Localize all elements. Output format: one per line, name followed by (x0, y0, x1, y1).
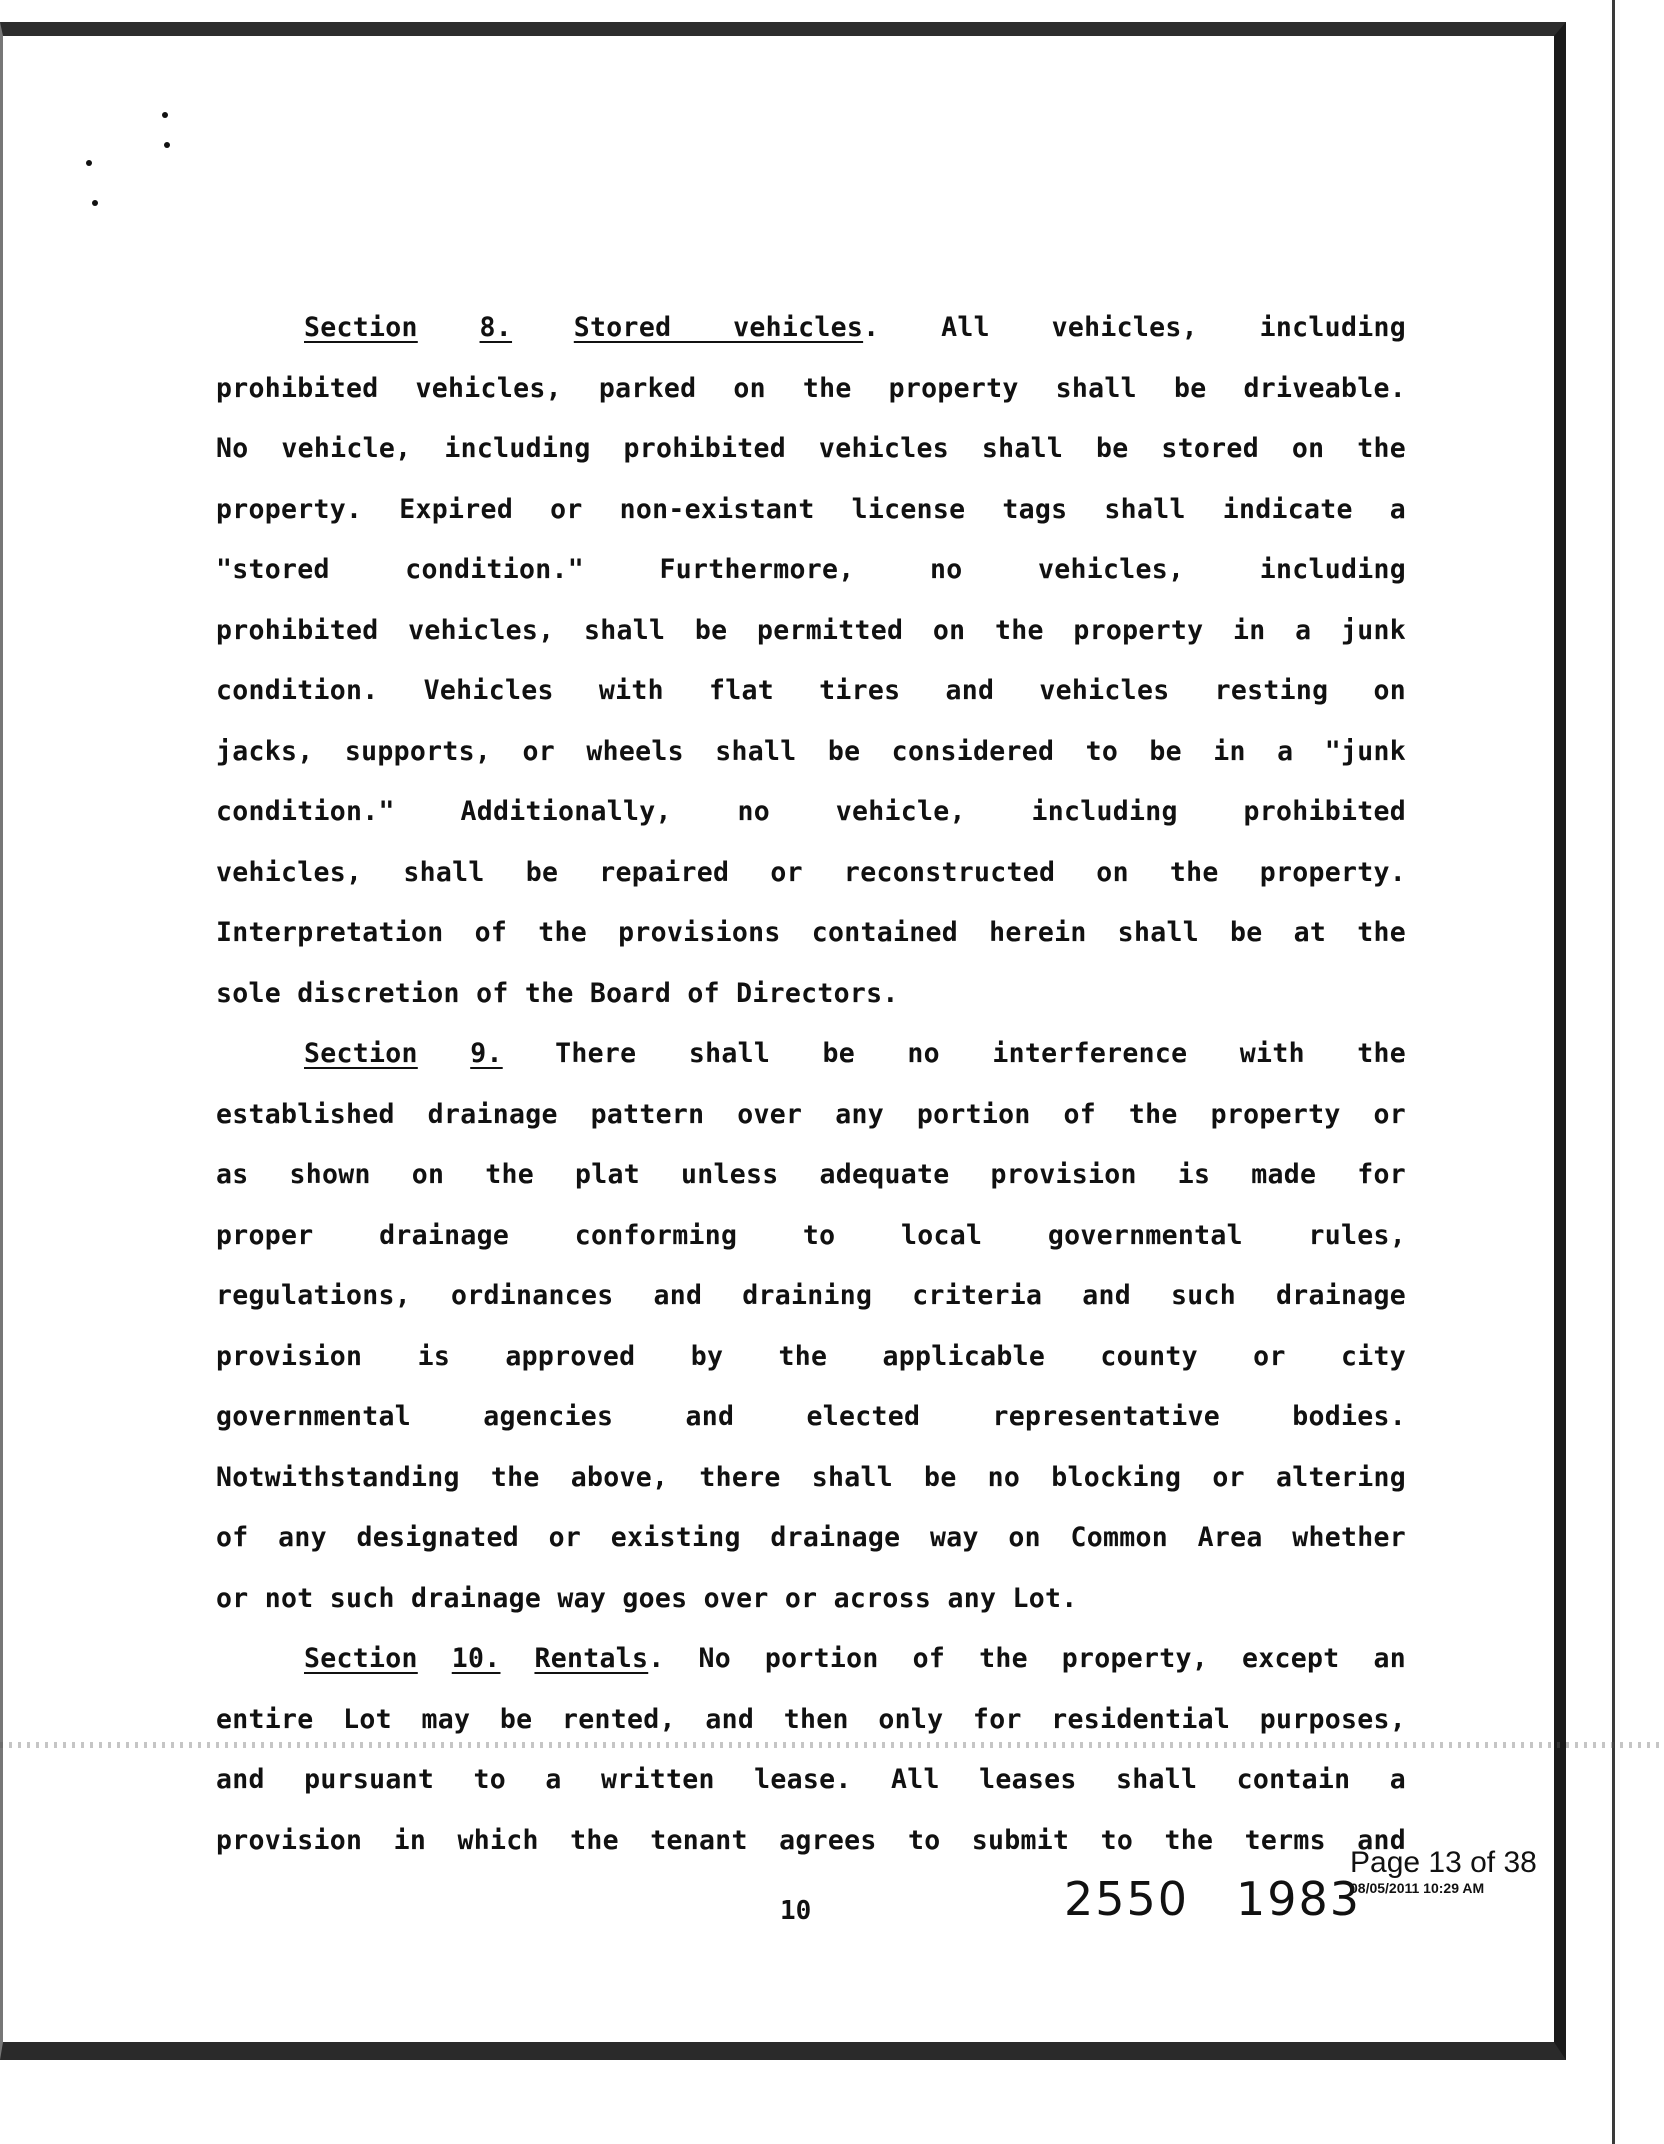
section-text: There shall be no interference with the (555, 1038, 1406, 1069)
body-text-line: provision is approved by the applicable county or city (216, 1340, 1406, 1372)
body-text-line: established drainage pattern over any portion of the property or (216, 1098, 1406, 1130)
section-heading-line (216, 1629, 1406, 1690)
scan-speck (92, 200, 98, 206)
body-text-line: and pursuant to a written lease. All leases shall contain a (216, 1764, 1406, 1795)
body-text-line: "stored condition." Furthermore, no vehicles, including (216, 554, 1406, 585)
body-text-line: of any designated or existing drainage way on Common Area whether (216, 1522, 1406, 1553)
scan-edge-line (1612, 0, 1615, 2144)
body-text-line: condition." Additionally, no vehicle, including prohibited (216, 796, 1406, 827)
body-text-line: governmental agencies and elected representative bodies. (216, 1401, 1406, 1432)
body-text-line: proper drainage conforming to local governmental rules, (216, 1219, 1406, 1251)
body-text-line: provision in which the tenant agrees to submit to the terms and (216, 1824, 1406, 1856)
recording-book-number: 2550 (1064, 1872, 1190, 1926)
recorder-stamp (1350, 1846, 1546, 1896)
scan-speck (164, 142, 170, 148)
body-text-line: vehicles, shall be repaired or reconstructed on the property. (216, 856, 1406, 888)
section-label: Section (304, 1643, 418, 1674)
section-heading-line (216, 1024, 1406, 1085)
body-text-line: prohibited vehicles, shall be permitted on the property in a junk (216, 614, 1406, 646)
section-number: 8. (479, 312, 513, 343)
body-text-line: as shown on the plat unless adequate provision is made for (216, 1159, 1406, 1190)
body-text-line: Interpretation of the provisions contained herein shall be at the (216, 917, 1406, 948)
body-text-line: prohibited vehicles, parked on the property shall be driveable. (216, 372, 1406, 404)
section-number: 9. (470, 1038, 503, 1069)
section-label: Section (304, 312, 418, 343)
section-text: No portion of the property, except an (698, 1643, 1406, 1674)
stamp-datetime: 08/05/2011 10:29 AM (1350, 1880, 1485, 1896)
page-number: 10 (780, 1896, 812, 1926)
section-label: Section (304, 1038, 418, 1069)
recording-page-number: 1983 (1236, 1872, 1362, 1926)
scan-speck (162, 112, 168, 118)
body-text-line: condition. Vehicles with flat tires and vehicles resting on (216, 675, 1406, 706)
section-heading-line (216, 298, 1406, 359)
stamp-page-count: Page 13 of 38 (1350, 1846, 1537, 1879)
document-body (216, 298, 1406, 1871)
body-text-line: entire Lot may be rented, and then only for residential purposes, (216, 1703, 1406, 1735)
section-title-punct: . (648, 1643, 665, 1674)
body-text-line: regulations, ordinances and draining criteria and such drainage (216, 1280, 1406, 1311)
body-text-line: Notwithstanding the above, there shall be no blocking or altering (216, 1461, 1406, 1493)
section-title: Rentals (534, 1643, 649, 1674)
body-text-line: or not such drainage way goes over or across any Lot. (216, 1582, 1078, 1614)
section-number: 10. (451, 1643, 501, 1674)
body-text-line: sole discretion of the Board of Directors. (216, 977, 899, 1009)
body-text-line: property. Expired or non-existant license tags shall indicate a (216, 493, 1406, 525)
scan-speck (86, 160, 92, 166)
body-text-line: No vehicle, including prohibited vehicles shall be stored on the (216, 433, 1406, 464)
section-text: All vehicles, including (941, 312, 1406, 343)
section-title-punct: . (863, 312, 880, 343)
section-title: Stored vehicles (573, 312, 864, 343)
body-text-line: jacks, supports, or wheels shall be considered to be in a "junk (216, 735, 1406, 767)
